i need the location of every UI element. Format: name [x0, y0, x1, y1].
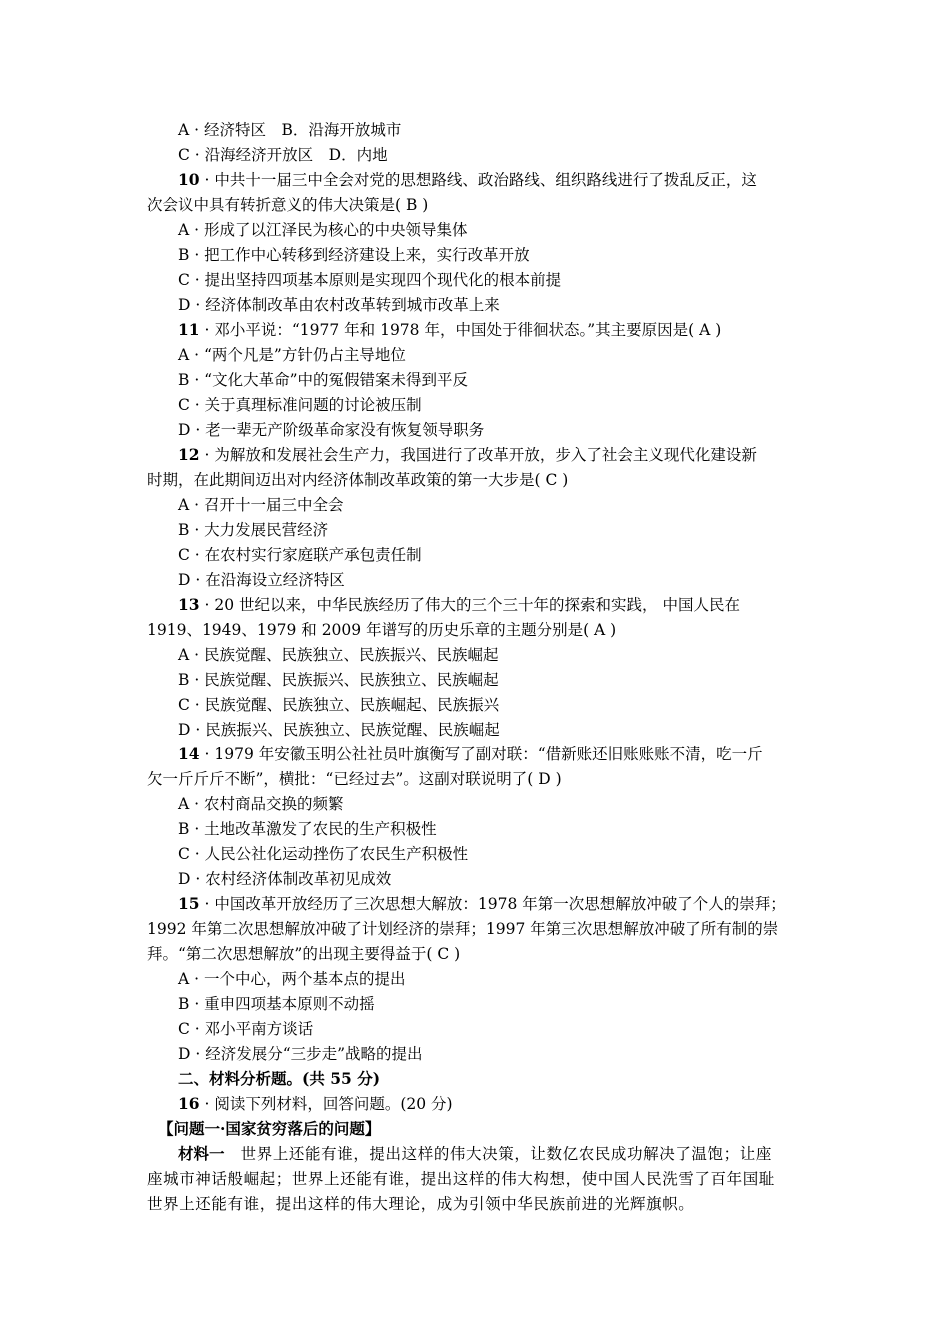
question-text: · 20 世纪以来，中华民族经历了伟大的三个三十年的探索和实践， 中国人民在: [199, 596, 740, 614]
material-text: 世界上还能有谁，提出这样的伟大决策，让数亿农民成功解决了温饱；让座: [224, 1145, 772, 1163]
option-line: A · 民族觉醒、民族独立、民族振兴、民族崛起: [178, 646, 499, 664]
option-line: D · 民族振兴、民族独立、民族觉醒、民族崛起: [178, 721, 500, 739]
question-number: 14: [178, 744, 200, 763]
option-line: D · 农村经济体制改革初见成效: [178, 870, 392, 888]
question-text: · 阅读下列材料，回答问题。(20 分): [199, 1095, 453, 1113]
option-line: D · 经济发展分“三步走”战略的提出: [178, 1045, 423, 1063]
question-number: 10: [178, 170, 200, 189]
option-line: B · “文化大革命”中的冤假错案未得到平反: [178, 371, 469, 389]
material-line: 世界上还能有谁，提出这样的伟大理论，成为引领中华民族前进的光辉旗帜。: [147, 1195, 695, 1213]
question-continuation: 拜。“第二次思想解放”的出现主要得益于( C ): [147, 945, 461, 963]
question-number: 16: [178, 1094, 200, 1113]
question-continuation: 1992 年第二次思想解放冲破了计划经济的崇拜；1997 年第三次思想解放冲破了所有制的崇: [147, 920, 779, 938]
question-text: · 为解放和发展社会生产力，我国进行了改革开放，步入了社会主义现代化建设新: [199, 446, 757, 464]
option-line: D · 老一辈无产阶级革命家没有恢复领导职务: [178, 421, 485, 439]
question-number: 13: [178, 595, 200, 614]
option-line: C · 在农村实行家庭联产承包责任制: [178, 546, 422, 564]
question-continuation: 1919、1949、1979 和 2009 年谱写的历史乐章的主题分别是( A ): [147, 621, 617, 639]
question-13: [178, 594, 740, 616]
material-line: [178, 1143, 772, 1165]
question-15: [178, 893, 786, 915]
material-line: 座城市神话般崛起；世界上还能有谁，提出这样的伟大构想，使中国人民洗雪了百年国耻: [147, 1170, 775, 1188]
question-12: [178, 444, 757, 466]
option-line: B · 把工作中心转移到经济建设上来，实行改革开放: [178, 246, 530, 264]
option-line: B · 民族觉醒、民族振兴、民族独立、民族崛起: [178, 671, 499, 689]
question-number: 15: [178, 894, 200, 913]
question-10: [178, 169, 757, 191]
option-line: B · 重申四项基本原则不动摇: [178, 995, 375, 1013]
option-line: C · 民族觉醒、民族独立、民族崛起、民族振兴: [178, 696, 500, 714]
question-16: [178, 1093, 453, 1115]
option-line: B · 土地改革激发了农民的生产积极性: [178, 820, 437, 838]
option-line: C · 提出坚持四项基本原则是实现四个现代化的根本前提: [178, 271, 562, 289]
section-heading: 二、材料分析题。(共 55 分): [178, 1069, 381, 1088]
material-label: 材料一: [178, 1144, 225, 1163]
option-line: A · “两个凡是”方针仍占主导地位: [178, 346, 406, 364]
option-line: A · 经济特区 B．沿海开放城市: [178, 121, 402, 139]
question-text: · 中共十一届三中全会对党的思想路线、政治路线、组织路线进行了拨乱反正，这: [199, 171, 757, 189]
question-number: 12: [178, 445, 200, 464]
option-line: A · 农村商品交换的频繁: [178, 795, 344, 813]
question-text: · 邓小平说：“1977 年和 1978 年，中国处于徘徊状态。”其主要原因是( A ): [199, 321, 722, 339]
question-continuation: 时期，在此期间迈出对内经济体制改革政策的第一大步是( C ): [147, 471, 569, 489]
question-text: · 1979 年安徽玉明公社社员叶旗衡写了副对联：“借新账还旧账账账不清，吃一斤: [199, 745, 763, 763]
option-line: B · 大力发展民营经济: [178, 521, 329, 539]
question-14: [178, 743, 763, 765]
subsection-heading: 【问题一·国家贫穷落后的问题】: [158, 1119, 381, 1138]
option-line: A · 召开十一届三中全会: [178, 496, 344, 514]
question-text: · 中国改革开放经历了三次思想大解放：1978 年第一次思想解放冲破了个人的崇拜；: [199, 895, 786, 913]
question-continuation: 欠一斤斤斤不断”，横批：“已经过去”。这副对联说明了( D ): [147, 770, 562, 788]
option-line: A · 一个中心，两个基本点的提出: [178, 970, 406, 988]
question-11: [178, 319, 721, 341]
option-line: C · 人民公社化运动挫伤了农民生产积极性: [178, 845, 469, 863]
option-line: D · 在沿海设立经济特区: [178, 571, 345, 589]
question-number: 11: [178, 320, 200, 339]
option-line: C · 关于真理标准问题的讨论被压制: [178, 396, 422, 414]
option-line: D · 经济体制改革由农村改革转到城市改革上来: [178, 296, 500, 314]
option-line: C · 邓小平南方谈话: [178, 1020, 314, 1038]
question-continuation: 次会议中具有转折意义的伟大决策是( B ): [147, 196, 429, 214]
option-line: A · 形成了以江泽民为核心的中央领导集体: [178, 221, 468, 239]
option-line: C · 沿海经济开放区 D．内地: [178, 146, 388, 164]
